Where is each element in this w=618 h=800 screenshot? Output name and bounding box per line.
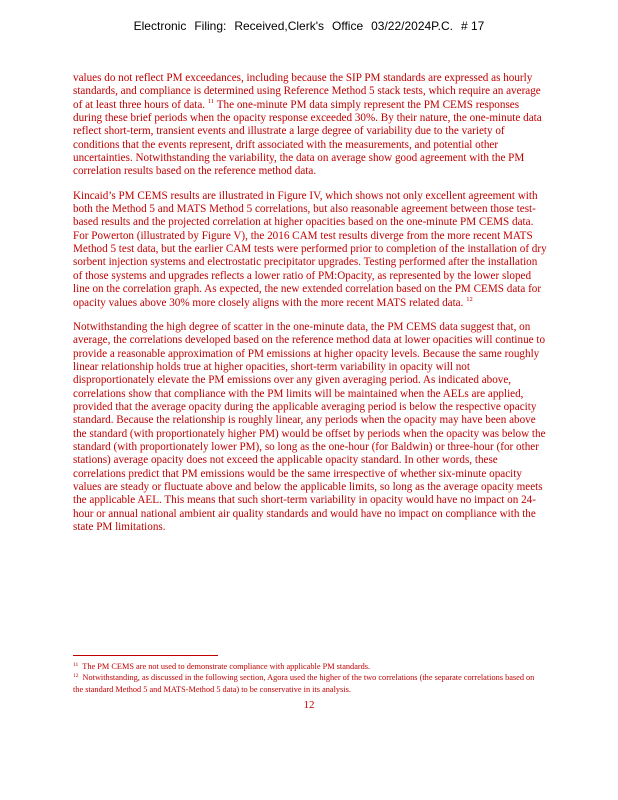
- footnote-reference-12[interactable]: 12: [466, 295, 473, 303]
- footnote-11: [73, 661, 543, 672]
- footnote-12: [73, 672, 543, 695]
- paragraph-scatter-analysis: [73, 321, 548, 535]
- footnote-number: 11: [73, 662, 79, 668]
- page-number: 12: [303, 699, 315, 711]
- header-office: Office: [332, 19, 364, 33]
- paragraph-3-text: Notwithstanding the high degree of scatter in the one-minute data, the PM CEMS data suggest that, on average, the correlations developed based on the reference method data at lower opacities will continue to provide a reasonable approximation of PM emissions at higher opacity levels. Because the same roughly linear relationship holds true at higher opacities, short-term variability in opacity will not disproportionately elevate the PM emissions over any given averaging period. As indicated above, correlations show that compliance with the PM limits will be maintained when the AELs are applied, provided that the average opacity during the applicable averaging period is below the respective opacity standard. Because the relationship is roughly linear, any periods when the opacity may have been above the standard (with proportionately higher PM) would be offset by periods when the opacity was below the standard (with proportionately lower PM), so long as the one-hour (for Baldwin) or three-hour (for other stations) average opacity does not exceed the applicable opacity standard. In other words, these correlations predict that PM emissions would be the same irrespective of whether six-minute opacity values are steady or fluctuate above and below the applicable limits, so long as the average opacity meets the applicable AEL. This means that such short-term variability in opacity would have no impact on 24-hour or annual national ambient air quality standards and would have no impact on compliance with the state PM limitations.: [73, 320, 546, 533]
- footnotes: [73, 661, 543, 695]
- footnote-text: The PM CEMS are not used to demonstrate compliance with applicable PM standards.: [82, 662, 371, 671]
- footnote-reference-11[interactable]: 11: [207, 97, 215, 105]
- paragraph-continuation: [73, 72, 548, 179]
- paragraph-1-part-2: The one-minute PM data simply represent the PM CEMS responses during these brief periods when the opacity response exceeded 30%. By their nature, the one-minute data reflect short-term, transient events and illustrate a large degree of variability due to the variety of conditions that the events represent, drift associated with the measurements, and potential other uncertainties. Notwithstanding the variability, the data on average show good agreement with the PM correlation results based on the reference method data.: [73, 98, 542, 178]
- footnote-number: 12: [73, 673, 79, 680]
- footnote-divider: [73, 655, 218, 656]
- header-date: 03/22/2024P.C.: [371, 19, 453, 33]
- document-body: [73, 72, 548, 534]
- paragraph-1-part-1: values do not reflect PM exceedances, including because the SIP PM standards are expressed as hourly standards, and compliance is determined using Reference Method 5 stack tests, which require an average of at least three hours of data.: [73, 72, 541, 111]
- header-filing-type: Electronic: [133, 19, 187, 33]
- header-filing-label: Filing:: [194, 19, 227, 33]
- paragraph-kincaid-powerton: [73, 190, 548, 310]
- paragraph-2-text: Kincaid’s PM CEMS results are illustrated in Figure IV, which shows not only excellent agreement with both the Method 5 and MATS Method 5 correlations, but also reasonable agreement between those test-based results and the projected correlation at higher opacities based on the one-minute PM CEMS data. For Powerton (illustrated by Figure V), the 2016 CAM test results diverge from the more recent MATS Method 5 test data, but the earlier CAM tests were performed prior to completion of the installation of dry sorbent injection systems and electrostatic precipitator upgrades. Testing performed after the installation of those systems and upgrades reflects a lower ratio of PM:Opacity, as represented by the lower sloped line on the correlation graph. As expected, the new extended correlation based on the PM CEMS data for opacity values above 30% more closely aligns with the more recent MATS related data.: [73, 189, 547, 309]
- header-received: Received,Clerk's: [234, 19, 324, 33]
- footnote-text: Notwithstanding, as discussed in the following section, Agora used the higher of the two correlations (the separate correlations based on the standard Method 5 and MATS-Method 5 data) to be conservative in its analysis.: [73, 673, 535, 694]
- header-number: # 17: [460, 19, 485, 33]
- filing-header: [0, 19, 618, 33]
